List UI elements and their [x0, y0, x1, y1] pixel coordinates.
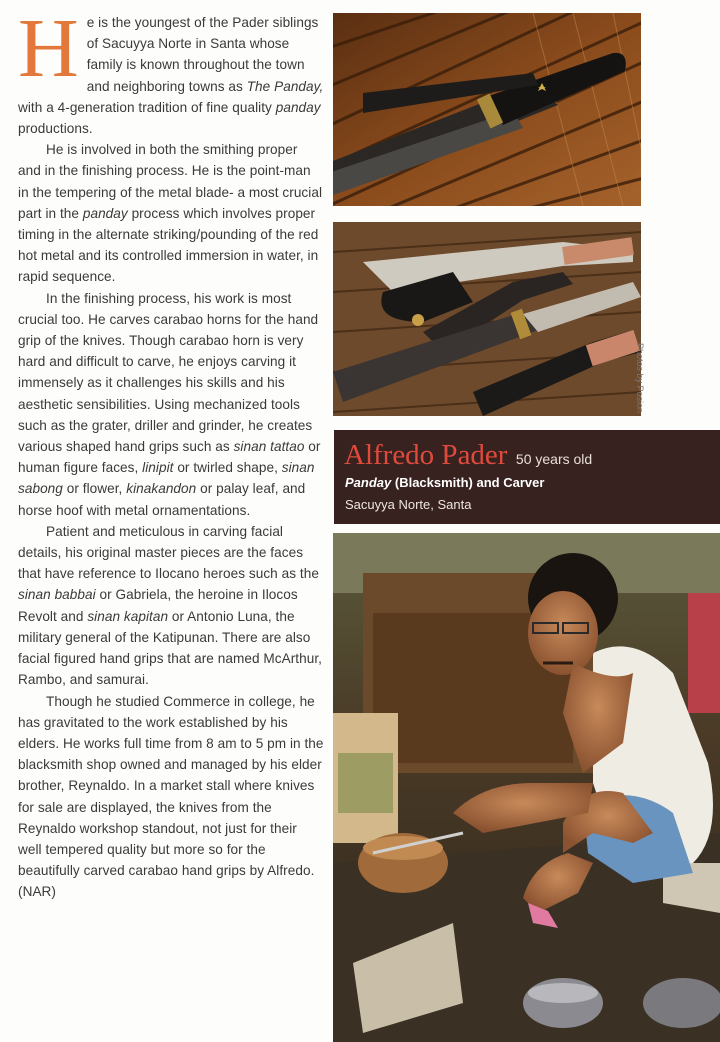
profile-name: Alfredo Pader	[344, 439, 508, 471]
paragraph-3	[18, 288, 324, 521]
profile-caption-box	[334, 430, 720, 524]
article-body	[18, 2, 324, 903]
paragraph-2	[18, 139, 324, 287]
profile-role: Panday (Blacksmith) and Carver	[345, 475, 545, 490]
italic-term: panday	[275, 99, 321, 115]
italic-term: kinakandon	[126, 481, 197, 497]
italic-term: The Panday,	[246, 78, 324, 94]
text-run: or Antonio Luna, the military general of the Katipunan. There are also facial figured hand grips that are named McArthur, Rambo, and samurai.	[18, 608, 322, 688]
text-run: or human figure faces,	[18, 439, 321, 476]
italic-term: panday	[82, 205, 128, 221]
paragraph-1	[18, 2, 324, 139]
italic-term: sinan kapitan	[87, 608, 169, 624]
text-run: or twirled shape,	[173, 460, 282, 476]
text-run: or Gabriela, the heroine in Ilocos Revolt and	[18, 587, 298, 624]
drop-cap: H	[18, 2, 79, 95]
italic-term: sinan babbai	[18, 587, 96, 603]
text-run: He is involved in both the smithing proper and in the finishing process. He is the point-man in the tempering of the metal blade- a most crucial part in the	[18, 142, 323, 221]
paragraph-5	[18, 691, 324, 903]
text-run: with a 4-generation tradition of fine quality	[18, 99, 276, 115]
text-run: e is the youngest of the Pader siblings of Sacuyya Norte in Santa whose family is known throughout the town and neighboring towns as	[86, 15, 319, 94]
text-run: productions.	[18, 121, 93, 137]
profile-place: Sacuyya Norte, Santa	[345, 497, 472, 512]
text-run: process which involves proper timing in the alternate striking/pounding of the red hot metal and its controlled immersion in water, in rapid sequence.	[18, 205, 319, 285]
italic-term: sinan tattao	[233, 439, 305, 455]
photo-credit: Photos by Posion	[635, 343, 645, 414]
text-run: In the finishing process, his work is most crucial too. He carves carabao horns for the hand grip of the knives. Though carabao horn is very hard and difficult to carve, he enjoys carving it immensely as it challenges his skills and his aesthetic sensibilities. Using mechanized tools such as the grater, driller and grinder, he creates various shaped hand grips such as	[18, 290, 319, 455]
italic-term: linipit	[142, 460, 174, 476]
profile-age: 50 years old	[515, 451, 593, 467]
paragraph-4	[18, 521, 324, 691]
italic-term: sinan sabong	[18, 460, 315, 497]
text-run: Though he studied Commerce in college, he has gravitated to the work established by his elders. He works full time from 8 am to 5 pm in the blacksmith shop owned and managed by his elder brother, Reynaldo. In a market stall where knives for sale are displayed, the knives from the Reynaldo workshop standout, not just for their well tempered quality but more so for the beautifully carved carabao hand grips by Alfredo. (NAR)	[18, 693, 324, 900]
text-run: Patient and meticulous in carving facial details, his original master pieces are the faces that have reference to Ilocano heroes such as the	[18, 523, 319, 582]
text-run: or palay leaf, and horse hoof with metal ornamentations.	[18, 481, 306, 518]
knives-photo-top	[333, 13, 641, 206]
carver-photo	[333, 533, 720, 1042]
text-run: or flower,	[62, 481, 127, 497]
knives-photo-middle	[333, 222, 641, 416]
